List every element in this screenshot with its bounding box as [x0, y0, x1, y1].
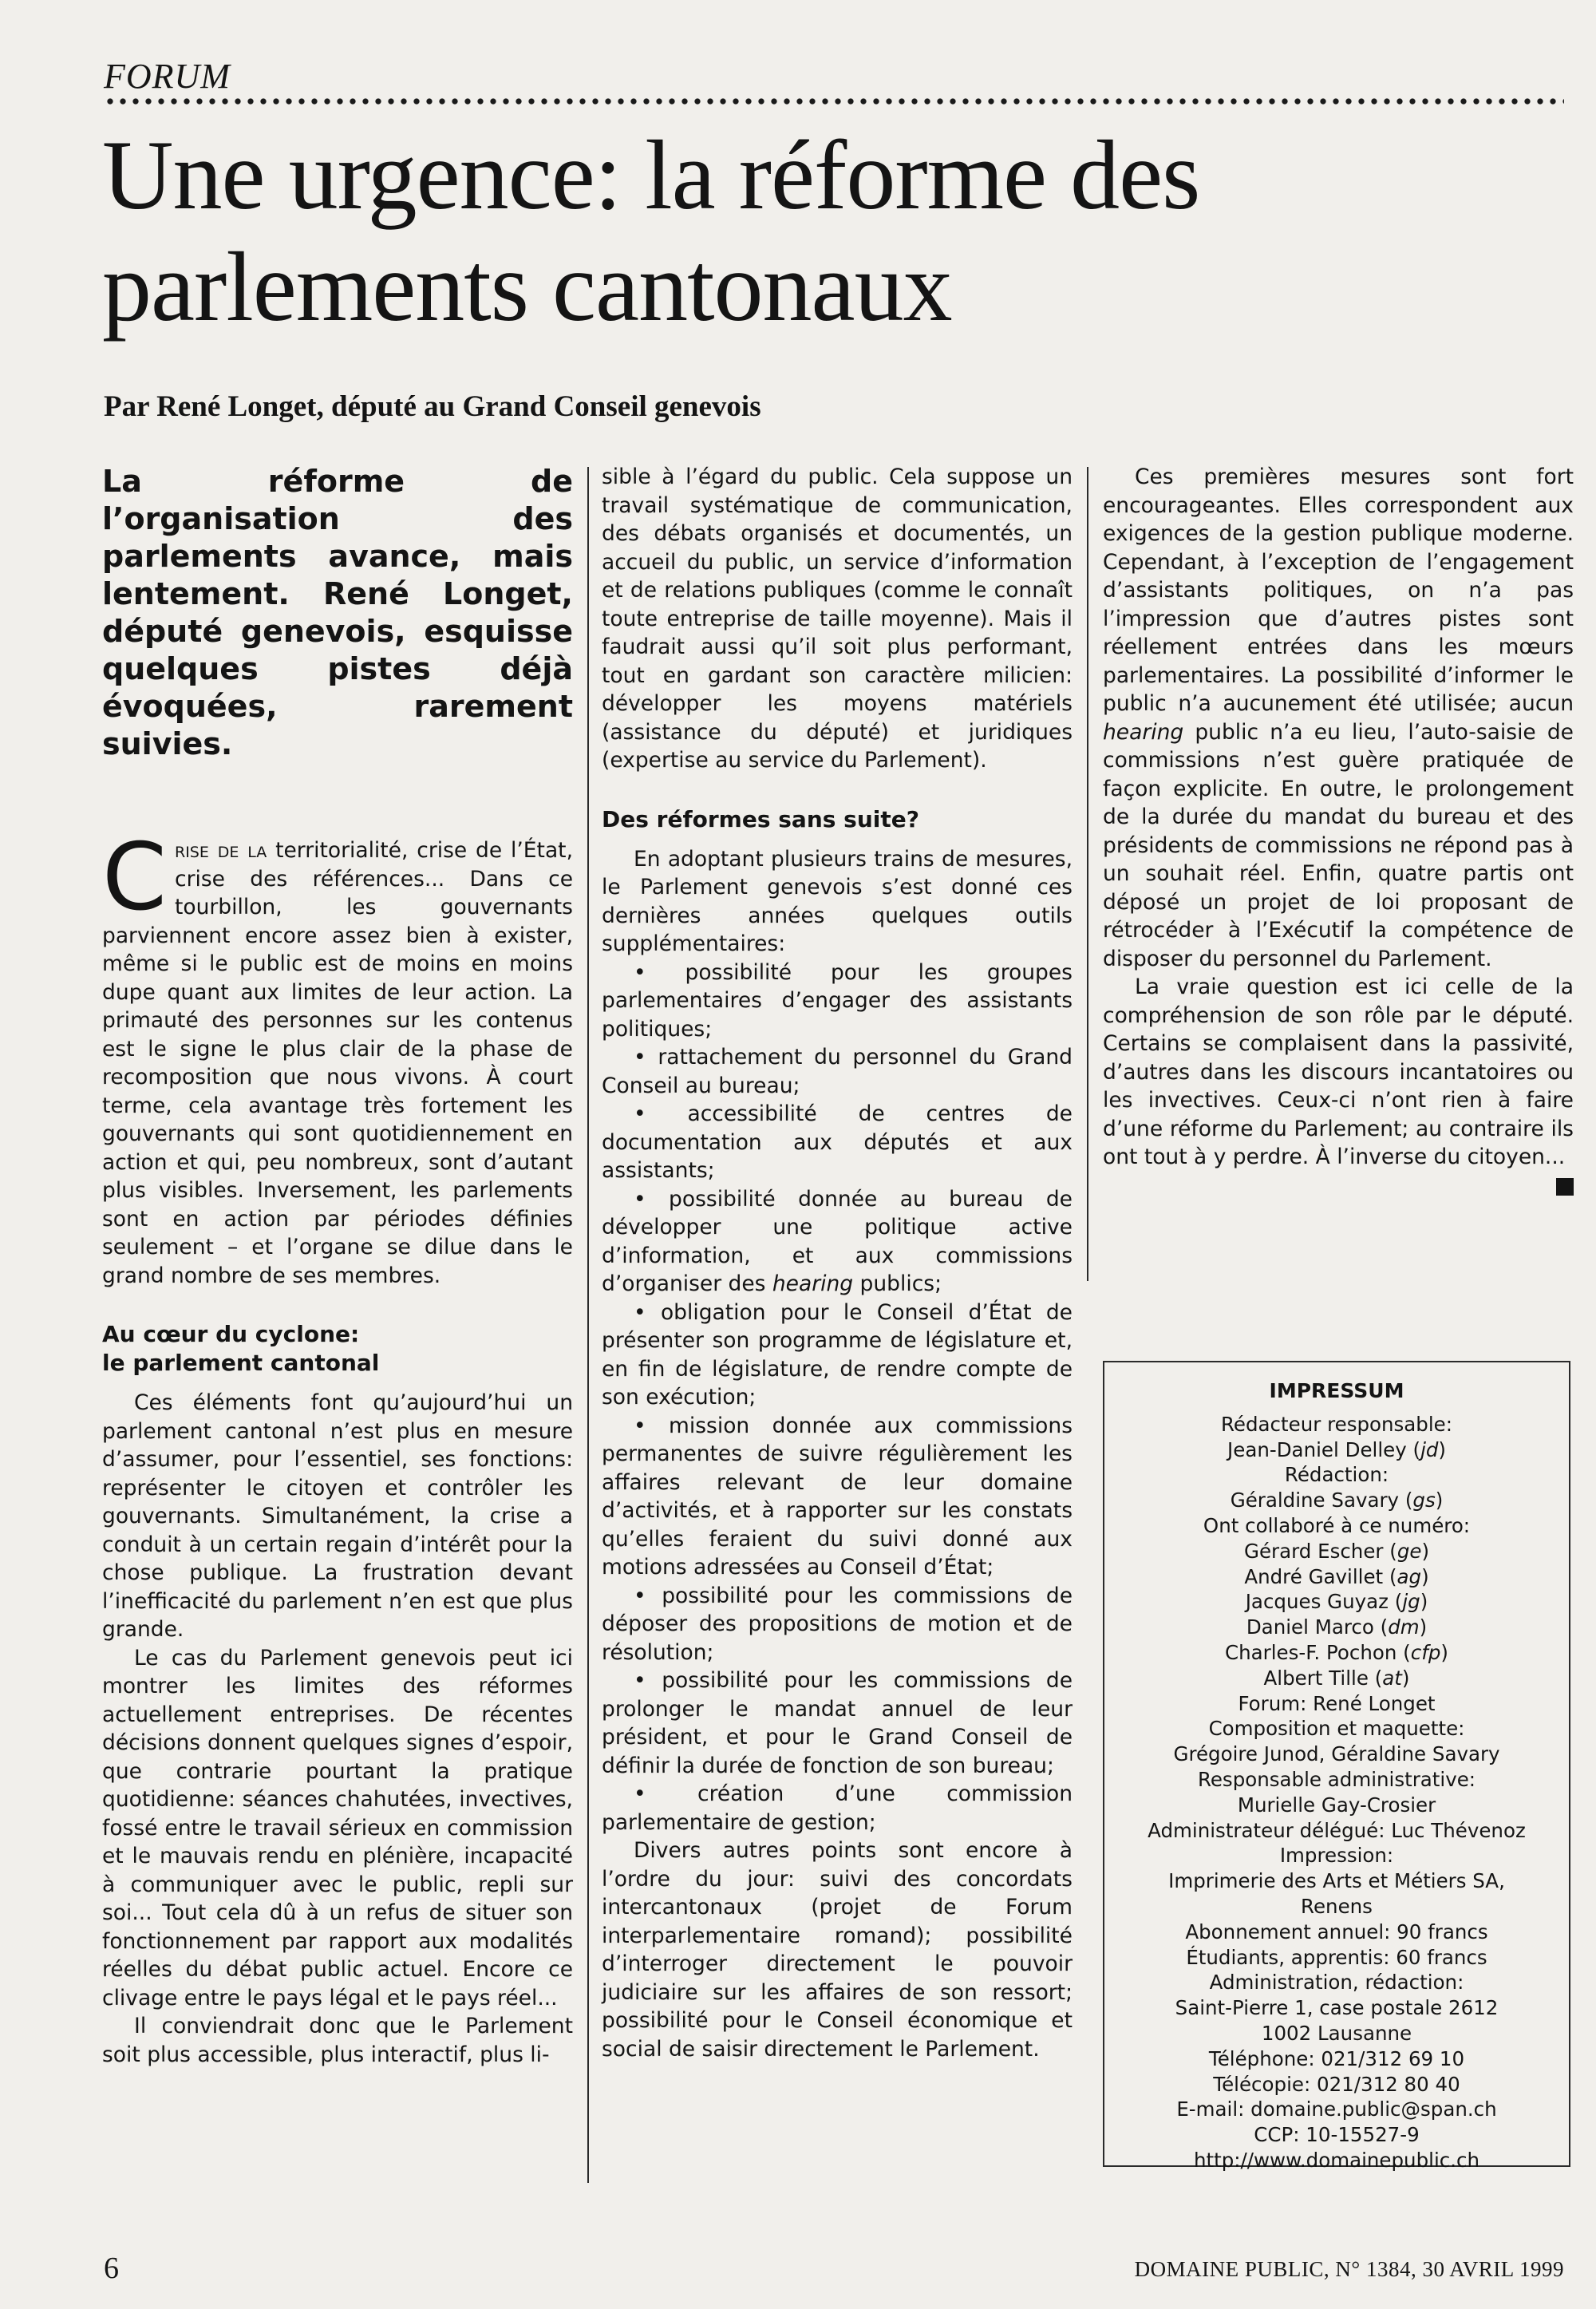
section-rubric: FORUM	[104, 57, 231, 96]
impressum-line: André Gavillet (ag)	[1244, 1564, 1429, 1588]
page-number: 6	[104, 2252, 119, 2285]
impressum-line: Téléphone: 021/312 69 10	[1208, 2046, 1465, 2070]
paragraph	[102, 824, 573, 1290]
impressum-line: Forum: René Longet	[1238, 1691, 1436, 1715]
list-item: • accessibilité de centres de documentation aux députés et aux assistants;	[602, 1101, 1073, 1183]
dotted-rule	[104, 97, 1564, 105]
column-2-body	[602, 463, 1073, 2063]
column-rule	[1087, 467, 1088, 1281]
subheading	[102, 1320, 573, 1378]
article-title	[102, 120, 1459, 343]
impressum-line: Impression:	[1279, 1844, 1394, 1868]
drop-cap: C	[102, 824, 167, 931]
list-item-text: • possibilité donnée au bureau de développer une politique active d’information, et aux commissions d’organiser des	[602, 1186, 1073, 1296]
column-3	[1103, 463, 1574, 1196]
subheading-line: le parlement cantonal	[102, 1350, 380, 1376]
impressum-line: Gérard Escher (ge)	[1243, 1539, 1430, 1563]
column-3-body	[1103, 463, 1574, 1172]
impressum-line: Composition et maquette:	[1208, 1717, 1465, 1741]
paragraph	[1103, 463, 1574, 973]
list-item: • possibilité pour les commissions de déposer des propositions de motion et de résolution;	[602, 1583, 1073, 1665]
impressum-line: Ont collaboré à ce numéro:	[1203, 1513, 1471, 1537]
list-item: • création d’une commission parlementaire de gestion;	[602, 1781, 1073, 1835]
paragraph	[1103, 973, 1574, 1172]
list-item-text: publics;	[853, 1271, 942, 1296]
list-item: • possibilité pour les groupes parlementaires d’engager des assistants politiques;	[602, 959, 1073, 1042]
impressum-line: Rédacteur responsable:	[1220, 1412, 1452, 1436]
impressum-line: Grégoire Junod, Géraldine Savary	[1173, 1742, 1500, 1766]
emphasis: hearing	[772, 1271, 854, 1296]
paragraph: En adoptant plusieurs trains de mesures, le Parlement genevois s’est donné ces dernières années quelques outils supplémentaires:	[602, 846, 1073, 956]
byline: Par René Longet, député au Grand Conseil genevois	[104, 390, 761, 423]
impressum-line: Responsable administrative:	[1197, 1767, 1476, 1791]
paragraph: Le cas du Parlement genevois peut ici montrer les limites des réformes actuellement entreprises. De récentes décisions donnent quelques signes d’espoir, que contrarie pourtant la pratique quotidienne: séances chahutées, invectives, fossé entre le travail sérieux en commission et le mauvais rendu en plénière, incapacité à communiquer avec le public, repli sur soi... Tout cela dû à un refus de situer son fonctionnement par rapport aux modalités réelles du débat public actuel. Encore ce clivage entre le pays légal et le pays réel...	[102, 1645, 573, 2010]
article-lead: La réforme de l’organisation des parlements avance, mais lentement. René Longet, député genevois, esquisse quelques pistes déjà évoquées, rarement suivies.	[102, 464, 573, 761]
title-line-1: Une urgence: la réforme des	[102, 121, 1200, 230]
impressum-line: E-mail: domaine.public@span.ch	[1176, 2097, 1497, 2121]
impressum-line: Charles-F. Pochon (cfp)	[1225, 1640, 1448, 1664]
paragraph: sible à l’égard du public. Cela suppose un travail systématique de communication, des débats organisés et documentés, un accueil du public, un service d’information et de relations publiques (comme le connaît toute entreprise de taille moyenne). Mais il faudrait aussi qu’il soit plus performant, tout en gardant son caractère milicien: développer les moyens matériels (assistance du député) et juridiques (expertise au service du Parlement).	[602, 465, 1073, 773]
impressum-line: Saint-Pierre 1, case postale 2612	[1175, 1996, 1499, 2020]
impressum-box	[1103, 1361, 1570, 2172]
impressum-line: Abonnement annuel: 90 francs	[1185, 1920, 1488, 1943]
impressum-line: Imprimerie des Arts et Métiers SA,	[1168, 1869, 1505, 1893]
impressum-line: Murielle Gay-Crosier	[1237, 1793, 1436, 1817]
publication-footer: DOMAINE PUBLIC, N° 1384, 30 AVRIL 1999	[1134, 2257, 1564, 2281]
impressum-line: 1002 Lausanne	[1261, 2021, 1412, 2045]
paragraph: Ces éléments font qu’aujourd’hui un parlement cantonal n’est plus en mesure d’assumer, pour l’essentiel, ses fonctions: représenter le citoyen et contrôler les gouvernants. Simultanément, la crise a conduit à un certain regain d’intérêt pour la chose publique. La frustration devant l’inefficacité du parlement n’en est que plus grande.	[102, 1390, 573, 1642]
impressum-line: http://www.domainepublic.ch	[1193, 2148, 1480, 2172]
column-1-body	[102, 824, 573, 2069]
paragraph: Divers autres points sont encore à l’ordre du jour: suivi des concordats intercantonaux (projet de Forum interparlementaire romand); possibilité d’interroger directement le pouvoir judiciaire sur les affaires de son ressort; possibilité pour le Conseil économique et social de saisir directement le Parlement.	[602, 1838, 1073, 2062]
list-item: • mission donnée aux commissions permanentes de suivre régulièrement les affaires relevant de leur domaine d’activités, et à rapporter sur les constats qu’elles feraient du suivi donné aux motions adressées au Conseil d’État;	[602, 1413, 1073, 1580]
paragraph-text: Ces premières mesures sont fort encourageantes. Elles correspondent aux exigences de la gestion publique moderne. Cependant, à l’exception de l’engagement d’assistants politiques, on n’a pas l’impression que d’autres pistes sont réellement entrées dans les mœurs parlementaires. La possibilité d’informer le public n’a aucunement été utilisée; aucun	[1103, 465, 1574, 716]
paragraph-text: territorialité, crise de l’État, crise des références... Dans ce tourbillon, les gouvernants parviennent encore assez bien à exister, même si le public est de moins en moins dupe quant aux limites de leur action. La primauté des personnes sur les contenus est le signe le plus clair de la phase de recomposition que nous vivons. À court terme, cela avantage très fortement les gouvernants qui sont quotidiennement en action et qui, peu nombreux, sont d’autant plus visibles. Inversement, les parlements sont en action par périodes définies seulement – et l’organe se dilue dans le grand nombre de ses membres.	[102, 838, 573, 1288]
column-rule	[587, 467, 589, 2183]
end-mark-icon	[1556, 1178, 1574, 1196]
impressum-line: Daniel Marco (dm)	[1246, 1615, 1428, 1639]
subheading: Des réformes sans suite?	[602, 805, 919, 832]
impressum-line: Renens	[1301, 1894, 1373, 1918]
impressum-line: Jacques Guyaz (jg)	[1245, 1590, 1428, 1614]
impressum-line: Administration, rédaction:	[1209, 1971, 1464, 1995]
impressum-lines	[1104, 1412, 1569, 2173]
impressum-line: Administrateur délégué: Luc Thévenoz	[1148, 1818, 1526, 1842]
title-line-2: parlements cantonaux	[102, 232, 952, 342]
lead-smallcaps: rise de la	[175, 838, 267, 863]
impressum-line: Rédaction:	[1284, 1463, 1389, 1487]
column-2	[602, 463, 1073, 2063]
impressum-line: Géraldine Savary (gs)	[1230, 1489, 1444, 1512]
subheading-line: Au cœur du cyclone:	[102, 1321, 360, 1347]
impressum-line: CCP: 10-15527-9	[1254, 2123, 1420, 2147]
impressum-line: Télécopie: 021/312 80 40	[1213, 2072, 1460, 2096]
paragraph-text: La vraie question est ici celle de la compréhension de son rôle par le député. Certains se complaisent dans la passivité, d’autres dans les discours incantatoires ou les invectives. Ceux-ci n’ont rien à faire d’une réforme du Parlement; au contraire ils ont tout à y perdre. À l’inverse du citoyen...	[1103, 975, 1574, 1169]
impressum-line: Étudiants, apprentis: 60 francs	[1186, 1945, 1487, 1969]
list-item: • possibilité pour les commissions de prolonger le mandat annuel de leur président, et pour le Grand Conseil de définir la durée de fonction de son bureau;	[602, 1668, 1073, 1778]
emphasis: hearing	[1103, 719, 1184, 745]
impressum-line: Albert Tille (at)	[1263, 1666, 1410, 1690]
paragraph: Il conviendrait donc que le Parlement soit plus accessible, plus interactif, plus li-	[102, 2014, 573, 2067]
column-1	[102, 463, 573, 2069]
impressum-title: IMPRESSUM	[1269, 1379, 1404, 1402]
list-item: • obligation pour le Conseil d’État de présenter son programme de législature et, en fin de législature, de rendre compte de son exécution;	[602, 1299, 1073, 1410]
list-item	[602, 1185, 1073, 1299]
list-item: • rattachement du personnel du Grand Conseil au bureau;	[602, 1045, 1073, 1098]
paragraph-text: public n’a eu lieu, l’auto-saisie de commissions n’est guère pratiquée de façon explicite. En outre, le prolongement de la durée du mandat du bureau et des présidents de commissions ne répond pas à un souhait réel. Enfin, quatre partis ont déposé un projet de loi proposant de rétrocéder à l’Exécutif la compétence de disposer du personnel du Parlement.	[1103, 719, 1574, 971]
impressum-line: Jean-Daniel Delley (jd)	[1227, 1437, 1446, 1461]
